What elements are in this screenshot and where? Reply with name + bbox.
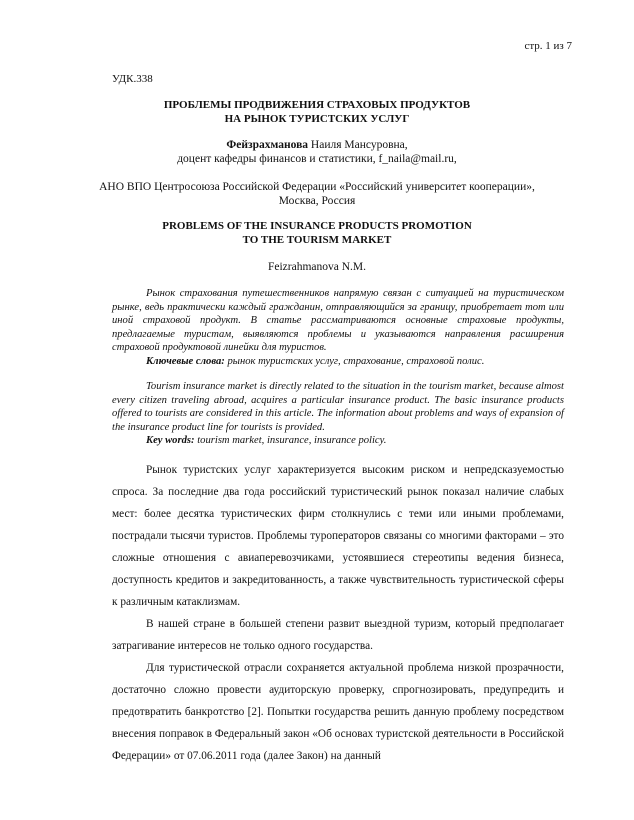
body-paragraph-1: Рынок туристских услуг характеризуется высоким риском и непредсказуемостью спроса. За последние два года российский туристический рынок показал наличие слабых мест: более десятка туристических фирм столкнулись с теми или иными проблемами, пострадали тысячи туристов. Проблемы туроператоров связаны со многими факторами – это сложные отношения с авиаперевозчиками, устоявшиеся стереотипы ведения бизнеса, доступность кредитов и закредитованность, а также чувствительность туристической сферы к различным катаклизмам. [112,464,564,608]
abstract-en-text: Tourism insurance market is directly related to the situation in the tourism market, because almost every citizen traveling abroad, acquires a particular insurance product. The basic insurance products offered to tourists are considered in this article. The information about problems and ways of expansion of the insurance product line for tourists is provided. [112,381,564,433]
author-block [100,138,534,166]
abstract-en [112,380,564,448]
author-name: Наиля Мансуровна, [310,139,408,151]
keywords-en-label: Key words: [146,435,195,446]
author-en: Feizrahmanova N.M. [267,261,367,273]
title-ru-line-2: НА РЫНОК ТУРИСТСКИХ УСЛУГ [224,113,410,125]
keywords-en-text: tourism market, insurance, insurance policy. [194,435,387,446]
affiliation-line-2: Москва, Россия [278,195,356,207]
page-indicator: стр. 1 из 7 [524,40,572,52]
title-en-line-1: PROBLEMS OF THE INSURANCE PRODUCTS PROMOTION [162,220,472,232]
keywords-ru [112,355,564,369]
keywords-ru-text: рынок туристских услуг, страхование, страховой полис. [224,355,485,367]
body-text [112,459,564,767]
keywords-en [112,434,564,448]
abstract-ru-text: Рынок страхования путешественников напрямую связан с ситуацией на туристическом рынке, ведь практически каждый гражданин, отправляющийся за границу, приобретает тот или иной страховой продукт. В статье рассматриваются основные страховые продукты, предлагаемые туристам, выявляются проблемы и указываются направления расширения страховой продуктовой линейки для туристов. [112,288,564,353]
author-surname: Фейзрахманова [226,139,309,151]
title-en [100,219,534,247]
author-line [100,138,534,152]
body-paragraph-2: В нашей стране в большей степени развит выездной туризм, который предполагает затрагивание интересов не только одного государства. [112,618,564,652]
affiliation-line-1: АНО ВПО Центросоюза Российской Федерации «Российский университет кооперации», [99,181,535,193]
author-position: доцент кафедры финансов и статистики, f_naila@mail.ru, [177,153,457,165]
udk-code: УДК.338 [112,73,153,85]
affiliation [80,180,554,208]
title-en-line-2: TO THE TOURISM MARKET [242,234,392,246]
keywords-ru-label: Ключевые слова: [146,355,225,367]
title-ru [100,98,534,126]
abstract-ru [112,287,564,368]
body-paragraph-3: Для туристической отрасли сохраняется актуальной проблема низкой прозрачности, достаточно сложно провести аудиторскую проверку, спрогнозировать, предупредить и предотвратить банкротство [2]. Попытки государства решить данную проблему посредством внесения поправок в Федеральный закон «Об основах туристской деятельности в Российской Федерации» от 07.06.2011 года (далее Закон) на данный [112,662,564,762]
title-ru-line-1: ПРОБЛЕМЫ ПРОДВИЖЕНИЯ СТРАХОВЫХ ПРОДУКТОВ [163,99,471,111]
